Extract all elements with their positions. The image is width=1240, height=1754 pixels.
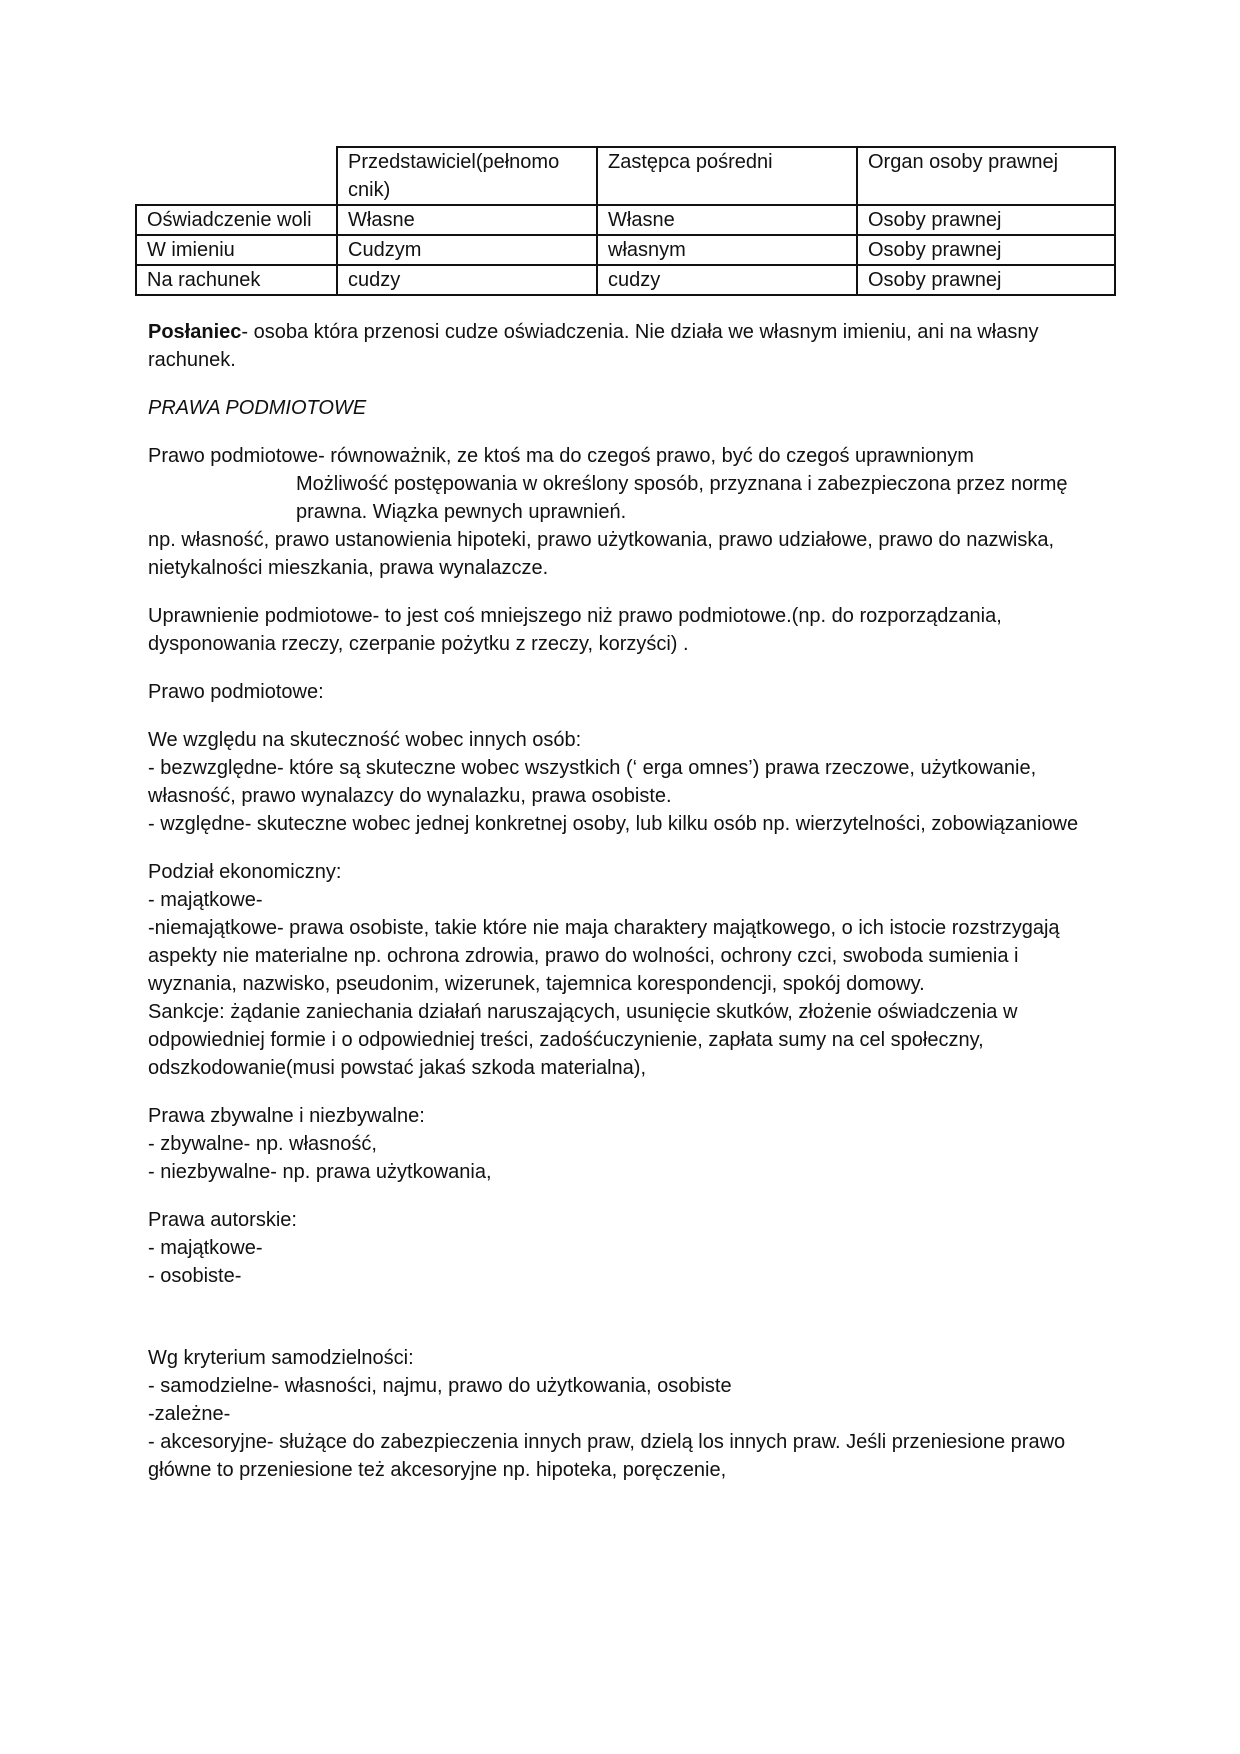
section-title: Prawa autorskie: (148, 1209, 297, 1231)
list-item: Sankcje: żądanie zaniechania działań naruszających, usunięcie skutków, złożenie oświadczenia w odpowiedniej formie i o odpowiedniej treści, zadośćuczynienie, zapłata sumy na cel społeczny, odszkodowanie(musi powstać jakaś szkoda materialna), (148, 1001, 1018, 1079)
skutecznosc-section (148, 726, 1098, 838)
ekonomiczny-section (148, 858, 1098, 1082)
section-title: Wg kryterium samodzielności: (148, 1347, 414, 1369)
table-cell: Cudzym (337, 235, 597, 265)
list-item: - niezbywalne- np. prawa użytkowania, (148, 1161, 492, 1183)
table-cell: Własne (597, 205, 857, 235)
poslaniec-paragraph (148, 318, 1098, 374)
document-body (148, 318, 1098, 1504)
spacer (148, 1310, 1098, 1344)
poslaniec-term: Posłaniec (148, 321, 242, 343)
list-item: -zależne- (148, 1403, 231, 1425)
table-row-label: W imieniu (136, 235, 337, 265)
list-item: - osobiste- (148, 1265, 242, 1287)
list-item: - względne- skuteczne wobec jednej konkretnej osoby, lub kilku osób np. wierzytelności, zobowiązaniowe (148, 813, 1079, 835)
table-row-label: Oświadczenie woli (136, 205, 337, 235)
table-cell: Osoby prawnej (857, 265, 1115, 295)
prawo-definition-indented: Możliwość postępowania w określony sposób, przyznana i zabezpieczona przez normę prawna. Wiązka pewnych uprawnień. (296, 473, 1068, 523)
poslaniec-text: - osoba która przenosi cudze oświadczenia. Nie działa we własnym imieniu, ani na własny rachunek. (148, 321, 1039, 371)
uprawnienie-paragraph: Uprawnienie podmiotowe- to jest coś mniejszego niż prawo podmiotowe.(np. do rozporządzania, dysponowania rzeczy, czerpanie pożytku z rzeczy, korzyści) . (148, 605, 1002, 655)
table-header-cell: Przedstawiciel(pełnomo cnik) (337, 147, 597, 205)
table-cell: cudzy (337, 265, 597, 295)
list-item: - akcesoryjne- służące do zabezpieczenia innych praw, dzielą los innych praw. Jeśli przeniesione prawo główne to przeniesione też akcesoryjne np. hipoteka, poręczenie, (148, 1431, 1066, 1481)
prawo-definition (148, 442, 1098, 582)
table-cell: cudzy (597, 265, 857, 295)
list-item: - zbywalne- np. własność, (148, 1133, 377, 1155)
list-item: - samodzielne- własności, najmu, prawo do użytkowania, osobiste (148, 1375, 732, 1397)
autorskie-section (148, 1206, 1098, 1290)
table-row-label: Na rachunek (136, 265, 337, 295)
section-title: We względu na skuteczność wobec innych osób: (148, 729, 582, 751)
table-row (136, 235, 1115, 265)
table-row (136, 265, 1115, 295)
list-item: -niemajątkowe- prawa osobiste, takie które nie maja charaktery majątkowego, o ich istocie rozstrzygają aspekty nie materialne np. ochrona zdrowia, prawo do wolności, ochrony czci, swoboda sumienia i wyznania, nazwisko, pseudonim, wizerunek, tajemnica korespondencji, spokój domowy. (148, 917, 1060, 995)
zbywalne-section (148, 1102, 1098, 1186)
table-header-cell: Zastępca pośredni (597, 147, 857, 205)
list-item: - bezwzględne- które są skuteczne wobec wszystkich (‘ erga omnes’) prawa rzeczowe, użytkowanie, własność, prawo wynalazcy do wynalazku, prawa osobiste. (148, 757, 1037, 807)
table-cell: Osoby prawnej (857, 235, 1115, 265)
table-corner-cell (136, 147, 337, 205)
table-header-row (136, 147, 1115, 205)
prawo-examples: np. własność, prawo ustanowienia hipoteki, prawo użytkowania, prawo udziałowe, prawo do nazwiska, nietykalności mieszkania, prawa wynalazcze. (148, 529, 1055, 579)
prawo-label: Prawo podmiotowe: (148, 681, 324, 703)
table-cell: Własne (337, 205, 597, 235)
table-cell: Osoby prawnej (857, 205, 1115, 235)
table-cell: własnym (597, 235, 857, 265)
comparison-table (135, 146, 1116, 296)
prawo-definition-line: Prawo podmiotowe- równoważnik, ze ktoś ma do czegoś prawo, być do czegoś uprawnionym (148, 445, 974, 467)
samodzielnosc-section (148, 1344, 1098, 1484)
table-row (136, 205, 1115, 235)
section-title: Prawa zbywalne i niezbywalne: (148, 1105, 425, 1127)
table-header-cell: Organ osoby prawnej (857, 147, 1115, 205)
list-item: - majątkowe- (148, 889, 263, 911)
list-item: - majątkowe- (148, 1237, 263, 1259)
section-heading: PRAWA PODMIOTOWE (148, 397, 367, 419)
section-title: Podział ekonomiczny: (148, 861, 342, 883)
